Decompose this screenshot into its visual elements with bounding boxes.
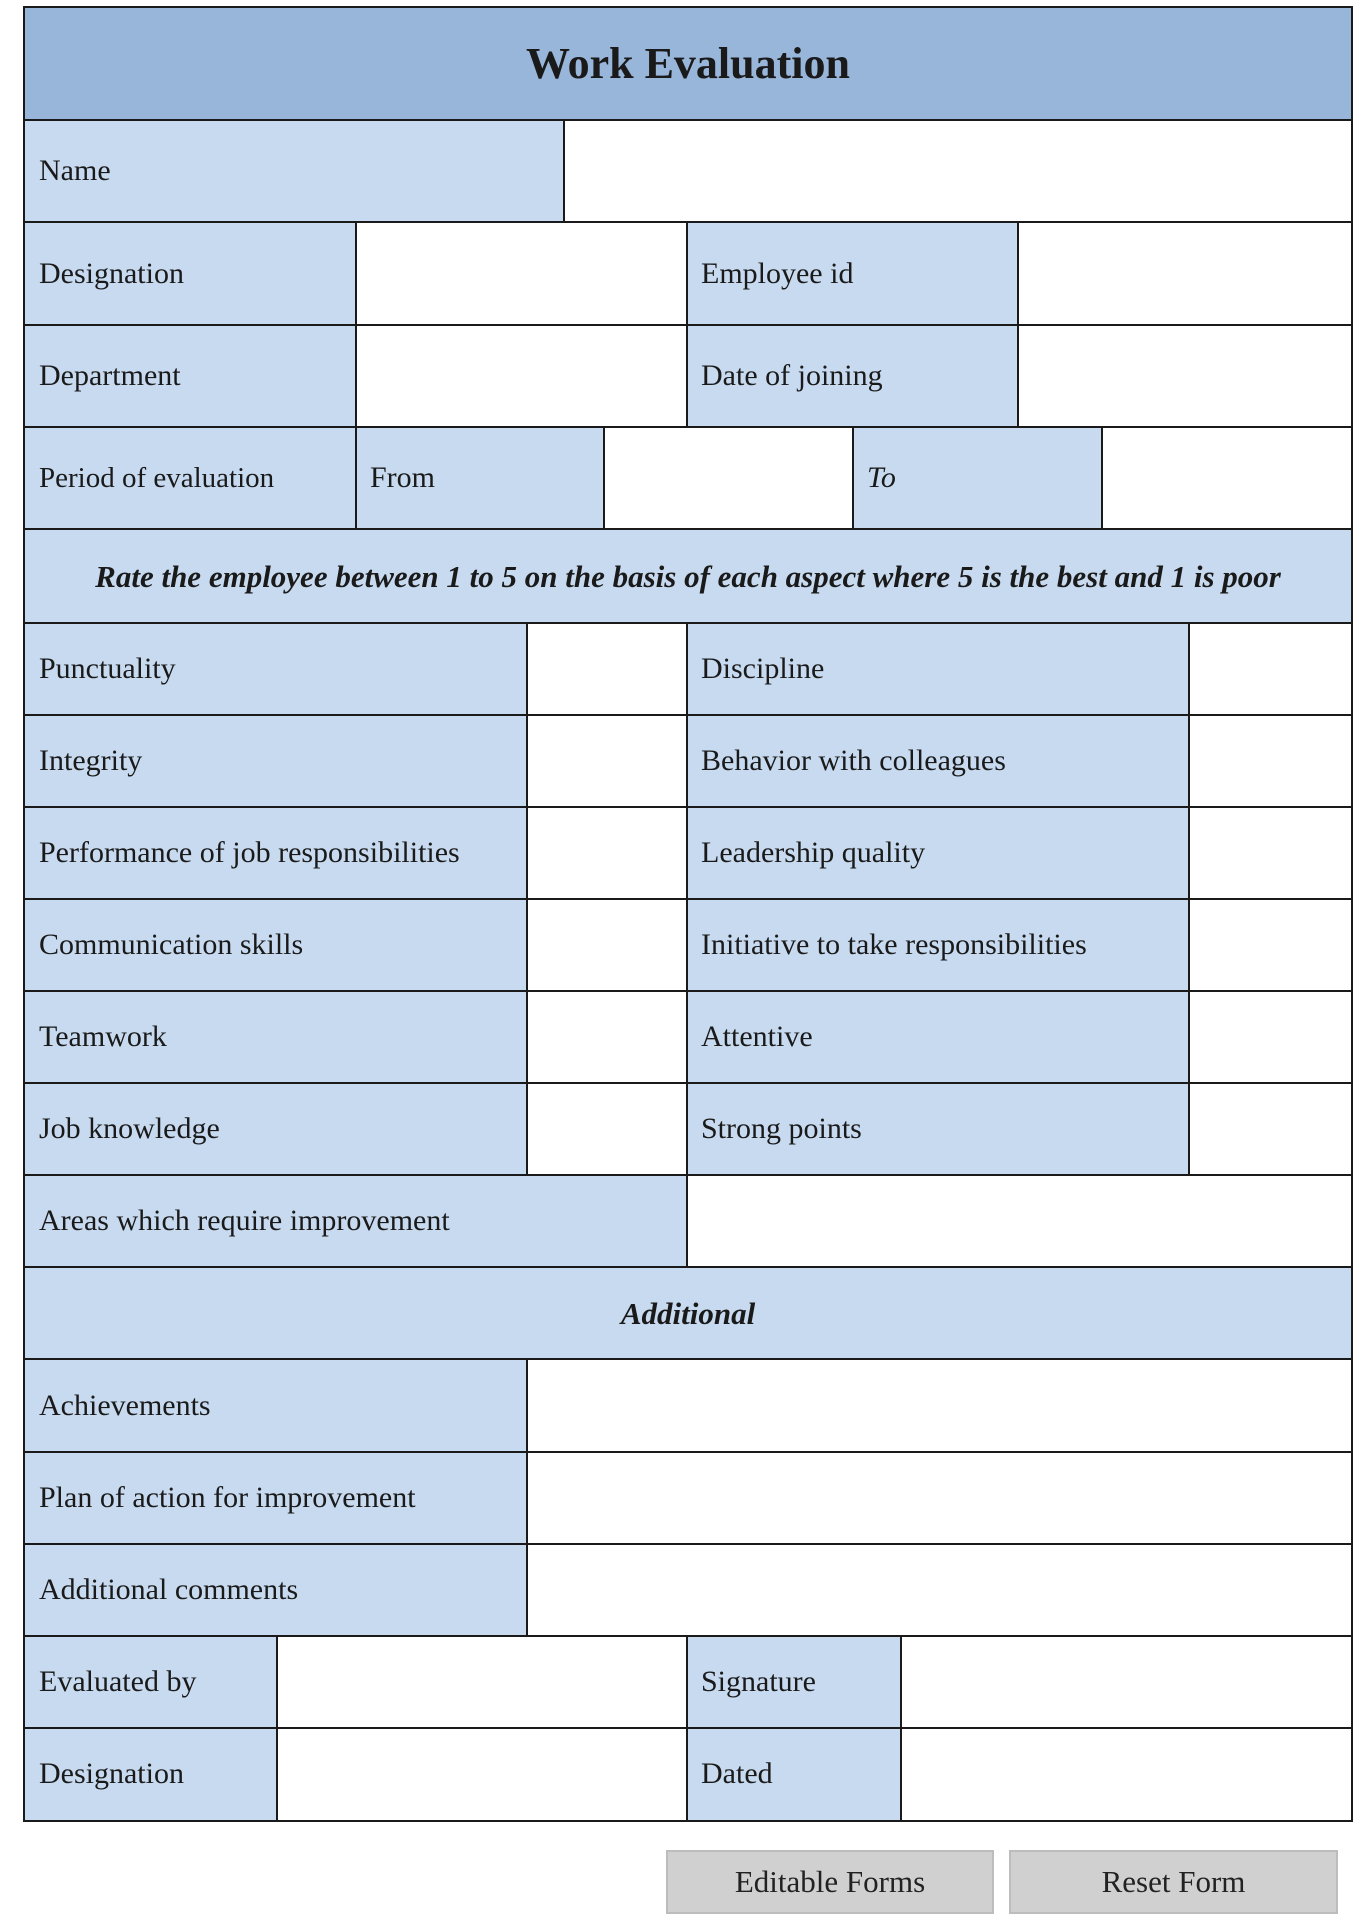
department-label: Department <box>25 325 356 427</box>
grid-line <box>25 426 1351 428</box>
department-field[interactable] <box>356 325 687 427</box>
work-evaluation-form <box>23 6 1353 1822</box>
rating-input-performance[interactable] <box>527 807 687 899</box>
rating-field-job-knowledge[interactable] <box>527 1083 687 1175</box>
rating-field-communication[interactable] <box>527 899 687 991</box>
additional-comments-field[interactable] <box>527 1544 1351 1636</box>
rating-field-attentive[interactable] <box>1189 991 1351 1083</box>
rating-input-discipline[interactable] <box>1189 623 1351 715</box>
evaluated-by-field[interactable] <box>277 1636 687 1728</box>
form-title: Work Evaluation <box>25 8 1351 120</box>
employee-id-input[interactable] <box>1018 222 1351 325</box>
date-of-joining-label: Date of joining <box>687 325 1018 427</box>
rating-field-leadership[interactable] <box>1189 807 1351 899</box>
grid-line <box>603 427 605 529</box>
rating-label-job-knowledge: Job knowledge <box>25 1083 527 1175</box>
grid-line <box>1188 623 1190 1175</box>
evaluated-by-input[interactable] <box>277 1636 687 1728</box>
rating-input-integrity[interactable] <box>527 715 687 807</box>
rating-label-performance: Performance of job responsibilities <box>25 807 527 899</box>
from-label: From <box>356 427 604 529</box>
rating-label-attentive: Attentive <box>687 991 1189 1083</box>
designation-field[interactable] <box>356 222 687 325</box>
evaluator-designation-label: Designation <box>25 1728 277 1820</box>
from-date-field[interactable] <box>604 427 853 529</box>
rating-label-punctuality: Punctuality <box>25 623 527 715</box>
rating-label-integrity: Integrity <box>25 715 527 807</box>
evaluator-designation-field[interactable] <box>277 1728 687 1820</box>
grid-line <box>25 990 1351 992</box>
grid-line <box>25 806 1351 808</box>
date-of-joining-field[interactable] <box>1018 325 1351 427</box>
rating-input-initiative[interactable] <box>1189 899 1351 991</box>
areas-improvement-input[interactable] <box>687 1175 1351 1267</box>
rating-label-strong-points: Strong points <box>687 1083 1189 1175</box>
department-input[interactable] <box>356 325 687 427</box>
grid-line <box>1101 427 1103 529</box>
rating-input-strong-points[interactable] <box>1189 1083 1351 1175</box>
from-date-input[interactable] <box>604 427 853 529</box>
grid-line <box>276 1636 278 1820</box>
dated-field[interactable] <box>901 1728 1351 1820</box>
signature-field[interactable] <box>901 1636 1351 1728</box>
grid-line <box>25 221 1351 223</box>
grid-line <box>686 222 688 427</box>
grid-line <box>25 324 1351 326</box>
grid-line <box>1017 222 1019 427</box>
rating-input-behavior[interactable] <box>1189 715 1351 807</box>
rating-input-teamwork[interactable] <box>527 991 687 1083</box>
name-input[interactable] <box>564 120 1351 222</box>
rating-field-discipline[interactable] <box>1189 623 1351 715</box>
rating-label-discipline: Discipline <box>687 623 1189 715</box>
rating-field-punctuality[interactable] <box>527 623 687 715</box>
rating-label-communication: Communication skills <box>25 899 527 991</box>
additional-comments-label: Additional comments <box>25 1544 527 1636</box>
grid-line <box>25 1635 1351 1637</box>
grid-line <box>852 427 854 529</box>
rating-input-job-knowledge[interactable] <box>527 1083 687 1175</box>
grid-line <box>25 1358 1351 1360</box>
grid-line <box>25 622 1351 624</box>
additional-header: Additional <box>25 1267 1351 1359</box>
grid-line <box>686 1636 688 1820</box>
dated-label: Dated <box>687 1728 901 1820</box>
rating-field-teamwork[interactable] <box>527 991 687 1083</box>
areas-improvement-label: Areas which require improvement <box>25 1175 687 1267</box>
rating-label-teamwork: Teamwork <box>25 991 527 1083</box>
grid-line <box>526 1359 528 1636</box>
to-date-input[interactable] <box>1102 427 1351 529</box>
dated-input[interactable] <box>901 1728 1351 1820</box>
to-label: To <box>853 427 1102 529</box>
reset-form-button[interactable]: Reset Form <box>1009 1850 1338 1914</box>
date-of-joining-input[interactable] <box>1018 325 1351 427</box>
grid-line <box>25 528 1351 530</box>
employee-id-field[interactable] <box>1018 222 1351 325</box>
rating-label-leadership: Leadership quality <box>687 807 1189 899</box>
rating-field-initiative[interactable] <box>1189 899 1351 991</box>
achievements-field[interactable] <box>527 1359 1351 1452</box>
plan-of-action-input[interactable] <box>527 1452 1351 1544</box>
achievements-label: Achievements <box>25 1359 527 1452</box>
rating-input-communication[interactable] <box>527 899 687 991</box>
rating-field-integrity[interactable] <box>527 715 687 807</box>
designation-input[interactable] <box>356 222 687 325</box>
rating-instruction: Rate the employee between 1 to 5 on the basis of each aspect where 5 is the best and 1 is poor <box>25 529 1351 623</box>
grid-line <box>25 119 1351 121</box>
grid-line <box>25 714 1351 716</box>
rating-label-initiative: Initiative to take responsibilities <box>687 899 1189 991</box>
evaluator-designation-input[interactable] <box>277 1728 687 1820</box>
rating-field-behavior[interactable] <box>1189 715 1351 807</box>
grid-line <box>900 1636 902 1820</box>
signature-input[interactable] <box>901 1636 1351 1728</box>
additional-comments-input[interactable] <box>527 1544 1351 1636</box>
grid-line <box>686 623 688 1267</box>
designation-label: Designation <box>25 222 356 325</box>
rating-field-strong-points[interactable] <box>1189 1083 1351 1175</box>
rating-label-behavior: Behavior with colleagues <box>687 715 1189 807</box>
name-field[interactable] <box>564 120 1351 222</box>
grid-line <box>25 1543 1351 1545</box>
rating-input-leadership[interactable] <box>1189 807 1351 899</box>
grid-line <box>25 1451 1351 1453</box>
period-of-evaluation-label: Period of evaluation <box>25 427 356 529</box>
name-label: Name <box>25 120 564 222</box>
editable-forms-button[interactable]: Editable Forms <box>666 1850 994 1914</box>
to-date-field[interactable] <box>1102 427 1351 529</box>
rating-input-punctuality[interactable] <box>527 623 687 715</box>
grid-line <box>355 222 357 529</box>
grid-line <box>25 1266 1351 1268</box>
evaluated-by-label: Evaluated by <box>25 1636 277 1728</box>
grid-line <box>563 120 565 222</box>
grid-line <box>25 1727 1351 1729</box>
plan-of-action-field[interactable] <box>527 1452 1351 1544</box>
rating-field-performance[interactable] <box>527 807 687 899</box>
grid-line <box>526 623 528 1175</box>
rating-input-attentive[interactable] <box>1189 991 1351 1083</box>
areas-improvement-field[interactable] <box>687 1175 1351 1267</box>
achievements-input[interactable] <box>527 1359 1351 1452</box>
grid-line <box>25 898 1351 900</box>
employee-id-label: Employee id <box>687 222 1018 325</box>
grid-line <box>25 1082 1351 1084</box>
grid-line <box>25 1174 1351 1176</box>
signature-label: Signature <box>687 1636 901 1728</box>
plan-of-action-label: Plan of action for improvement <box>25 1452 527 1544</box>
